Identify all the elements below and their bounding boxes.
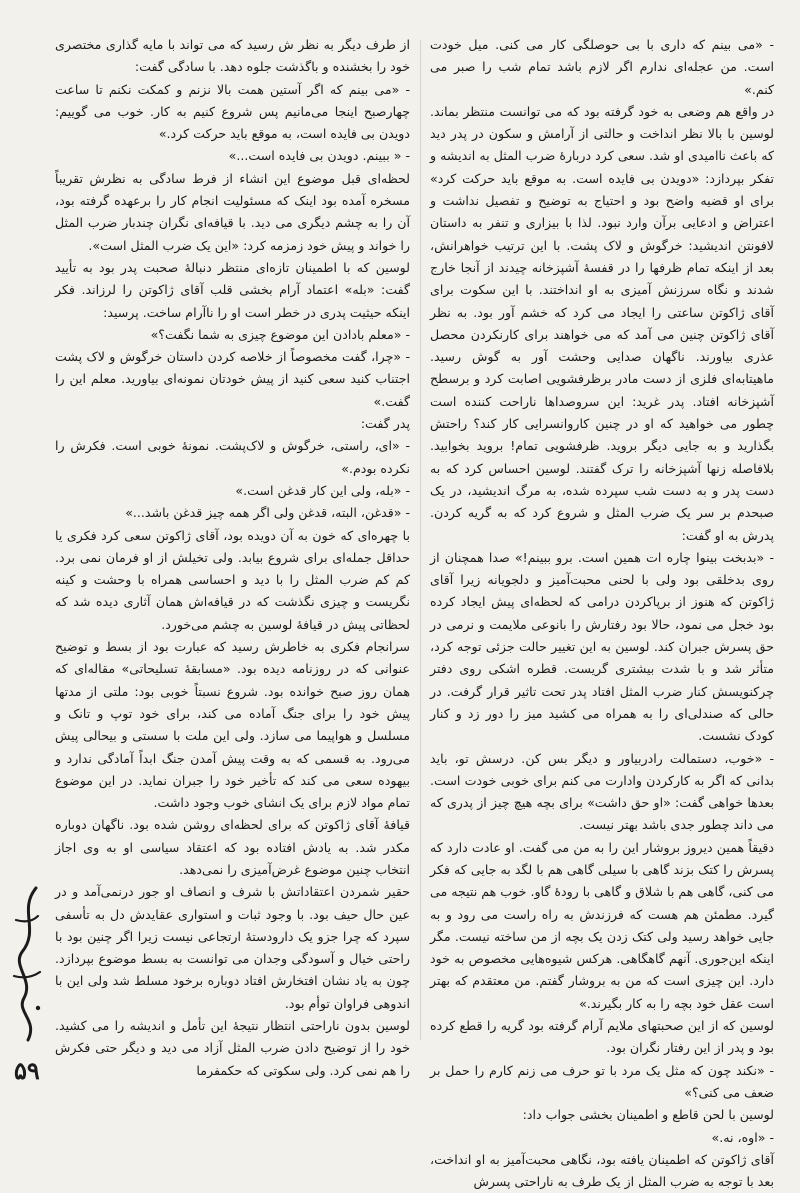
paragraph: - «می بینم که داری با بی حوصلگی کار می کنی. میل خودت است. من عجله‌ای ندارم اگر لازم باشد تمام شب را صبر می کنم.» — [430, 37, 774, 97]
paragraph: - «خوب، دستمالت رادربیاور و دیگر بس کن. درسش تو، باید بدانی که اگر به کارکردن وادارت می کنم برای خوبی خودت است. بعدها خواهی گفت: «او حق داشت» برای بچه هیچ چیز از پدری که می داند چطور جدی باشد بهتر نیست. — [430, 750, 774, 833]
paragraph: با چهره‌ای که خون به آن دویده بود، آقای ژاکوتن سعی کرد فکری یا حداقل جمله‌ای برای شروع بیابد. ولی تخیلش از او فرمان نمی برد. کم کم ضرب المثل را با دید و احساسی همراه با وحشت و کینه نگریست و چیزی نگذشت که در قیافه‌اش همان آثاری دیده شد که لحظاتی پیش در قیافهٔ لوسین به چشم می‌خورد. — [55, 527, 410, 632]
paragraph: لوسین با لحن قاطع و اطمینان بخشی جواب داد: — [522, 1107, 774, 1123]
left-text-column — [55, 34, 410, 1078]
paragraph: - «چرا، گفت مخصوصاً از خلاصه کردن داستان خرگوش و لاک پشت اجتناب کنید سعی کنید از پیش خودتان نمونه‌ای بیاورید. معلم این را گفت.» — [55, 349, 410, 409]
paragraph: از طرف دیگر به نظر ش رسید که می تواند با مایه گذاری مختصری خود را بخشنده و باگذشت جلوه دهد. با سادگی گفت: — [55, 37, 410, 75]
paragraph: در واقع هم وضعی به خود گرفته بود که می توانست منتظر بماند. لوسین با بالا نظر انداخت و حالتی از آرامش و سکون در پدر دید که باعث ناامیدی او شد. سعی کرد دربارهٔ ضرب المثل به اندیشه و تفکر بپردازد: «دویدن بی فایده است. به موقع باید حرکت کرد» برای او قضیه واضح بود و احتیاج به توضیح و تفصیل نداشت و اعتراض و ادعایی برآن وارد نبود. لذا با بیزاری و تنفر به داستان لافونتن اندیشید: خرگوش و لاک پشت. با این ترتیب خواهرانش، بعد از اینکه تمام ظرفها را در قفسهٔ آشپزخانه چیدند از آنجا خارج شدند و نگاه سرزنش آمیزی به او انداختند. با این سکوت برای آقای ژاکوتن ساعتی را ایجاد می کرد که خشم آور بود. به نظر آقای ژاکوتن چنین می آمد که می خواهند برای کارنکردن محصل عذری بیاورند. ناگهان صدایی وحشت آور به گوش رسید. ماهیتابه‌ای فلزی از دست مادر برظرفشویی اصابت کرد و برسطح آشپزخانه افتاد. پدر غرید: این سروصداها ناراحت کننده است چطور می خواهید که او در چنین کاروانسرایی کار کند؟ راحتش بگذارید و به جایی دیگر بروید. ظرفشویی تمام! بروید بخوابید. بلافاصله زنها آشپزخانه را ترک گفتند. لوسین احساس کرد که به دست پدر و به دست شب سپرده شده، به مرگ اندیشید، در یک صبحدم بر سر یک ضرب المثل و شروع کرد که به گریه کردن. پدرش به او گفت: — [430, 103, 774, 543]
paragraph: - «نکند چون که مثل یک مرد با تو حرف می زنم کارم را حمل بر ضعف می کنی؟» — [430, 1062, 774, 1100]
magazine-logo-icon — [8, 880, 48, 1050]
paragraph: - «ای، راستی، خرگوش و لاک‌پشت. نمونهٔ خوبی است. فکرش را نکرده بودم.» — [55, 438, 410, 476]
paragraph: سرانجام فکری به خاطرش رسید که عبارت بود از بسط و توضیح عنوانی که در روزنامه دیده بود. «مسابقهٔ تسلیحاتی» مقاله‌ای که همان روز صبح خوانده بود. شروع نسبتاً خوبی بود: ملتی از مدتها پیش خود را برای جنگ آماده می کند، برای خود توپ و تانک و مسلسل و هواپیما می سازد. ولی این ملت با سستی و بیحالی پیش می‌رود. به قسمی که به وقت پیش آمدن جنگ ابداً آمادگی ندارد و بیهوده سعی می کند که تأخیر خود را جبران نماید. در این موضوع تمام مواد لازم برای یک انشای خوب وجود داشت. — [55, 639, 410, 811]
paragraph: لحظه‌ای قبل موضوع این انشاء از فرط سادگی به نظرش تقریباً مسخره آمده بود اینک که مسئولیت انجام کار را برعهده گرفته بود، آن را به چشم دیگری می دید. با قیافه‌ای نگران چندبار ضرب المثل را خواند و پیش خود زمزمه کرد: «این یک ضرب المثل است». — [55, 170, 410, 253]
paragraph: - «می بینم که اگر آستین همت بالا نزنم و کمکت نکنم تا ساعت چهارصبح اینجا می‌مانیم پس شروع کنیم به کار. خوب می گوییم: دویدن بی فایده است، به موقع باید حرکت کرد.» — [55, 81, 410, 142]
paragraph: قیافهٔ آقای ژاکوتن که برای لحظه‌ای روشن شده بود. ناگهان دوباره مکدر شد. به یادش افتاده بود که اعتقاد سیاسی او به وی اجاز انتخاب چنین موضوع غرض‌آمیزی را نمی‌دهد. — [55, 817, 410, 877]
paragraph: - «بدبخت بینوا چاره ات همین است. برو ببینم!» صدا همچنان از روی بدخلقی بود ولی با لحنی محبت‌آمیز و دلجویانه زیرا آقای ژاکوتن که هنوز از برپاکردن درامی که لحظه‌ای پیش ایجاد کرده بود خجل می نمود، حالا بود رفتارش را بانوعی ملایمت و نرمی در حق پسرش جبران کند. لوسین به این تغییر حالت جزئی توجه کرد، متأثر شد و با شدت بیشتری گریست. قطره اشکی روی دفتر چرکنویسش کنار ضرب المثل افتاد پدر تحت تاثیر قرار گرفت. در حالی که صندلی‌ای را به همراه می کشید میز را دور زد و کنار کودک نشست. — [430, 549, 774, 744]
paragraph: - « ببینم. دویدن بی فایده است...» — [228, 148, 410, 164]
paragraph: - «معلم بادادن این موضوع چیزی به شما نگفت؟» — [150, 326, 410, 342]
paragraph: پدر گفت: — [360, 416, 410, 432]
paragraph: لوسین بدون ناراحتی انتظار نتیجهٔ این تأمل و اندیشه را می کشید. خود را از توضیح دادن ضرب المثل آزاد می دید و دیگر حتی فکرش را هم نمی کرد. ولی سکوتی که حکمفرما — [55, 1018, 410, 1078]
paragraph: لوسین که از این صحبتهای ملایم آرام گرفته بود گریه را قطع کرده بود و پدر از این رفتار نگران بود. — [430, 1018, 774, 1056]
paragraph: لوسین که با اطمینان تازه‌ای منتظر دنبالهٔ صحبت پدر بود به تأیید گفت: «بله» اعتماد آرام بخشی قلب آقای ژاکوتن را لرزاند. فکر اینکه حیثیت پدری در خطر است او را ناآرام ساخت. پرسید: — [55, 259, 410, 320]
paragraph: آقای ژاکوتن که اطمینان یافته بود، نگاهی محبت‌آمیز به او انداخت، بعد با توجه به ضرب المثل از یک طرف به ناراحتی پسرش — [430, 1151, 774, 1190]
paragraph: - «بله، ولی این کار قدغن است.» — [235, 482, 410, 498]
paragraph: - «قدغن، البته، قدغن ولی اگر همه چیز قدغن باشد...» — [125, 505, 410, 521]
paragraph: دقیقاً همین دیروز بروشار این را به من می گفت. او عادت دارد که پسرش را کتک بزند گاهی با سیلی گاهی هم با لگد به جایی که فکر می کنی، گاهی هم با شلاق و گاهی با رودهٔ گاو. خوب هم نتیجه می گیرد. مطمئن هم هست که فرزندش به راه راست می رود و به جایی خواهد رسید ولی کتک زدن یک بچه از من ساخته نیست. مگر اینکه این‌جوری. آنهم گاهگاهی. هرکس شیوه‌هایی مخصوص به خود دارد. این چیزی است که من به بروشار گفتم. من معتقدم که بهتر است عقل خود بچه را به کار بگیرند.» — [430, 839, 774, 1011]
right-text-column — [430, 34, 774, 1190]
paragraph: - «اوه، نه.» — [711, 1129, 774, 1145]
column-divider — [420, 40, 421, 1040]
paragraph: حقیر شمردن اعتقاداتش با شرف و انصاف او جور درنمی‌آمد و در عین حال حیف بود. با وجود ثبات و استواری عقایدش دل به تأسفی سپرد که چرا جزو یک دارودستهٔ ارتجاعی نیست زیرا اگر چنین بود با راحتی خیال و آسودگی وجدان می توانست به بسط موضوع بپردازد. چون به یاد نشان افتخارش افتاد دوباره برخود مسلط شد ولی این با اندوهی فراوان توأم بود. — [55, 884, 410, 1011]
page-number: ۵۹ — [14, 1056, 40, 1085]
